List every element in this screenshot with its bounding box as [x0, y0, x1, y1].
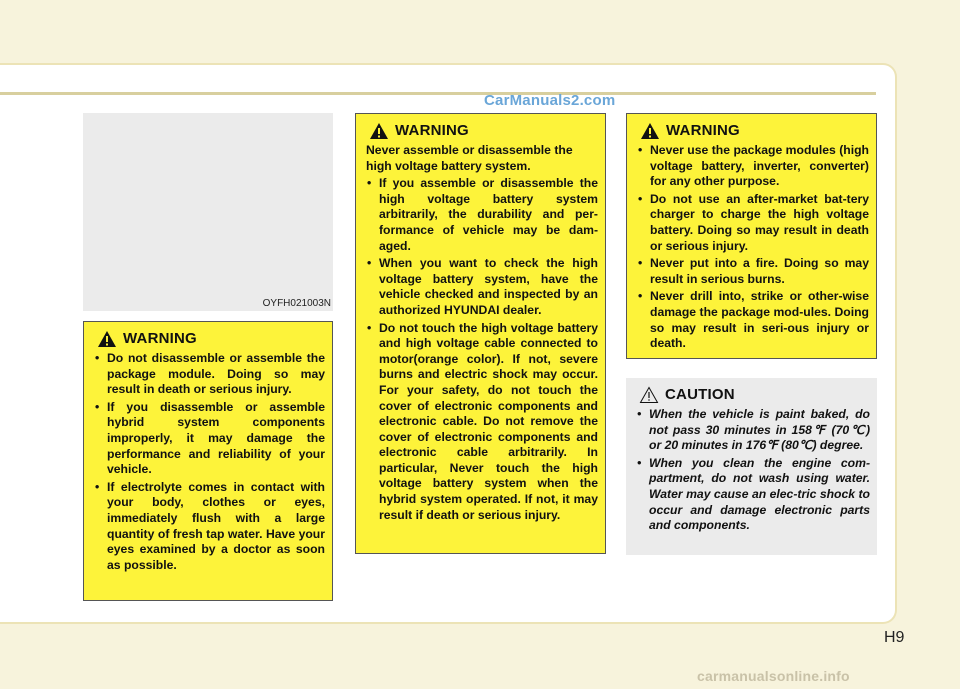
header-rule — [0, 92, 876, 95]
caution-panel — [626, 378, 877, 555]
list-item: • When you clean the engine com-partment, do not wash using water. Water may cause an elec-tric shock to occur and damage electronic parts and components. — [636, 456, 870, 534]
warning-triangle-icon — [369, 122, 389, 140]
warning-title: WARNING — [395, 122, 469, 140]
warning-panel-right — [626, 113, 877, 359]
watermark-bottom: carmanualsonline.info — [697, 668, 850, 684]
list-item: • Do not disassemble or assemble the package module. Doing so may result in death or serious injury. — [94, 351, 325, 398]
caution-triangle-icon — [639, 386, 659, 404]
warning-panel-left — [83, 321, 333, 601]
figure-caption: OYFH021003N — [262, 298, 331, 309]
warning-list — [94, 351, 325, 573]
list-item: • Never use the package modules (high voltage battery, inverter, converter) for any other purpose. — [637, 143, 869, 190]
warning-header — [640, 122, 869, 140]
caution-header — [639, 386, 870, 404]
list-item: • If you assemble or disassemble the high voltage battery system arbitrarily, the durability and per-formance of vehicle may be dam-aged. — [366, 176, 598, 254]
warning-triangle-icon — [640, 122, 660, 140]
list-item: • If electrolyte comes in contact with your body, clothes or eyes, immediately flush with a large quantity of fresh tap water. Have your eyes examined by a doctor as soon as possible. — [94, 480, 325, 574]
warning-title: WARNING — [666, 122, 740, 140]
warning-title: WARNING — [123, 330, 197, 348]
list-item: • Do not use an after-market bat-tery charger to charge the high voltage battery. Doing so may result in death or serious injury. — [637, 192, 869, 254]
warning-intro: Never assemble or disassemble the high voltage battery system. — [366, 143, 573, 173]
list-item: • Never drill into, strike or other-wise damage the package mod-ules. Doing so may result in seri-ous injury or death. — [637, 289, 869, 351]
list-item: • If you disassemble or assemble hybrid system components improperly, it may damage the performance and reliability of your vehicle. — [94, 400, 325, 478]
list-item: • Do not touch the high voltage battery and high voltage cable connected to motor(orange color). If not, severe burns and electric shock may occur. For your safety, do not touch the cover of electronic components and electronic cable. Do not remove the cover of electronic components and electronic cable arbitrarily. In particular, Never touch the high voltage battery system when the hybrid system operated. If not, it may result if death or serious injury. — [366, 321, 598, 524]
warning-list — [366, 176, 598, 523]
figure-placeholder — [83, 113, 333, 311]
caution-title: CAUTION — [665, 386, 735, 404]
warning-header — [97, 330, 325, 348]
warning-list — [637, 143, 869, 352]
page-number: H9 — [884, 629, 905, 646]
watermark-top: CarManuals2.com — [484, 92, 616, 109]
caution-list — [636, 407, 870, 534]
warning-panel-middle — [355, 113, 606, 554]
warning-triangle-icon — [97, 330, 117, 348]
list-item: • When the vehicle is paint baked, do not pass 30 minutes in 158℉ (70℃) or 20 minutes in 176℉ (80℃) degree. — [636, 407, 870, 454]
list-item: • Never put into a fire. Doing so may result in serious burns. — [637, 256, 869, 287]
warning-header — [369, 122, 598, 140]
list-item: • When you want to check the high voltage battery system, have the vehicle checked and inspected by an authorized HYUNDAI dealer. — [366, 256, 598, 318]
